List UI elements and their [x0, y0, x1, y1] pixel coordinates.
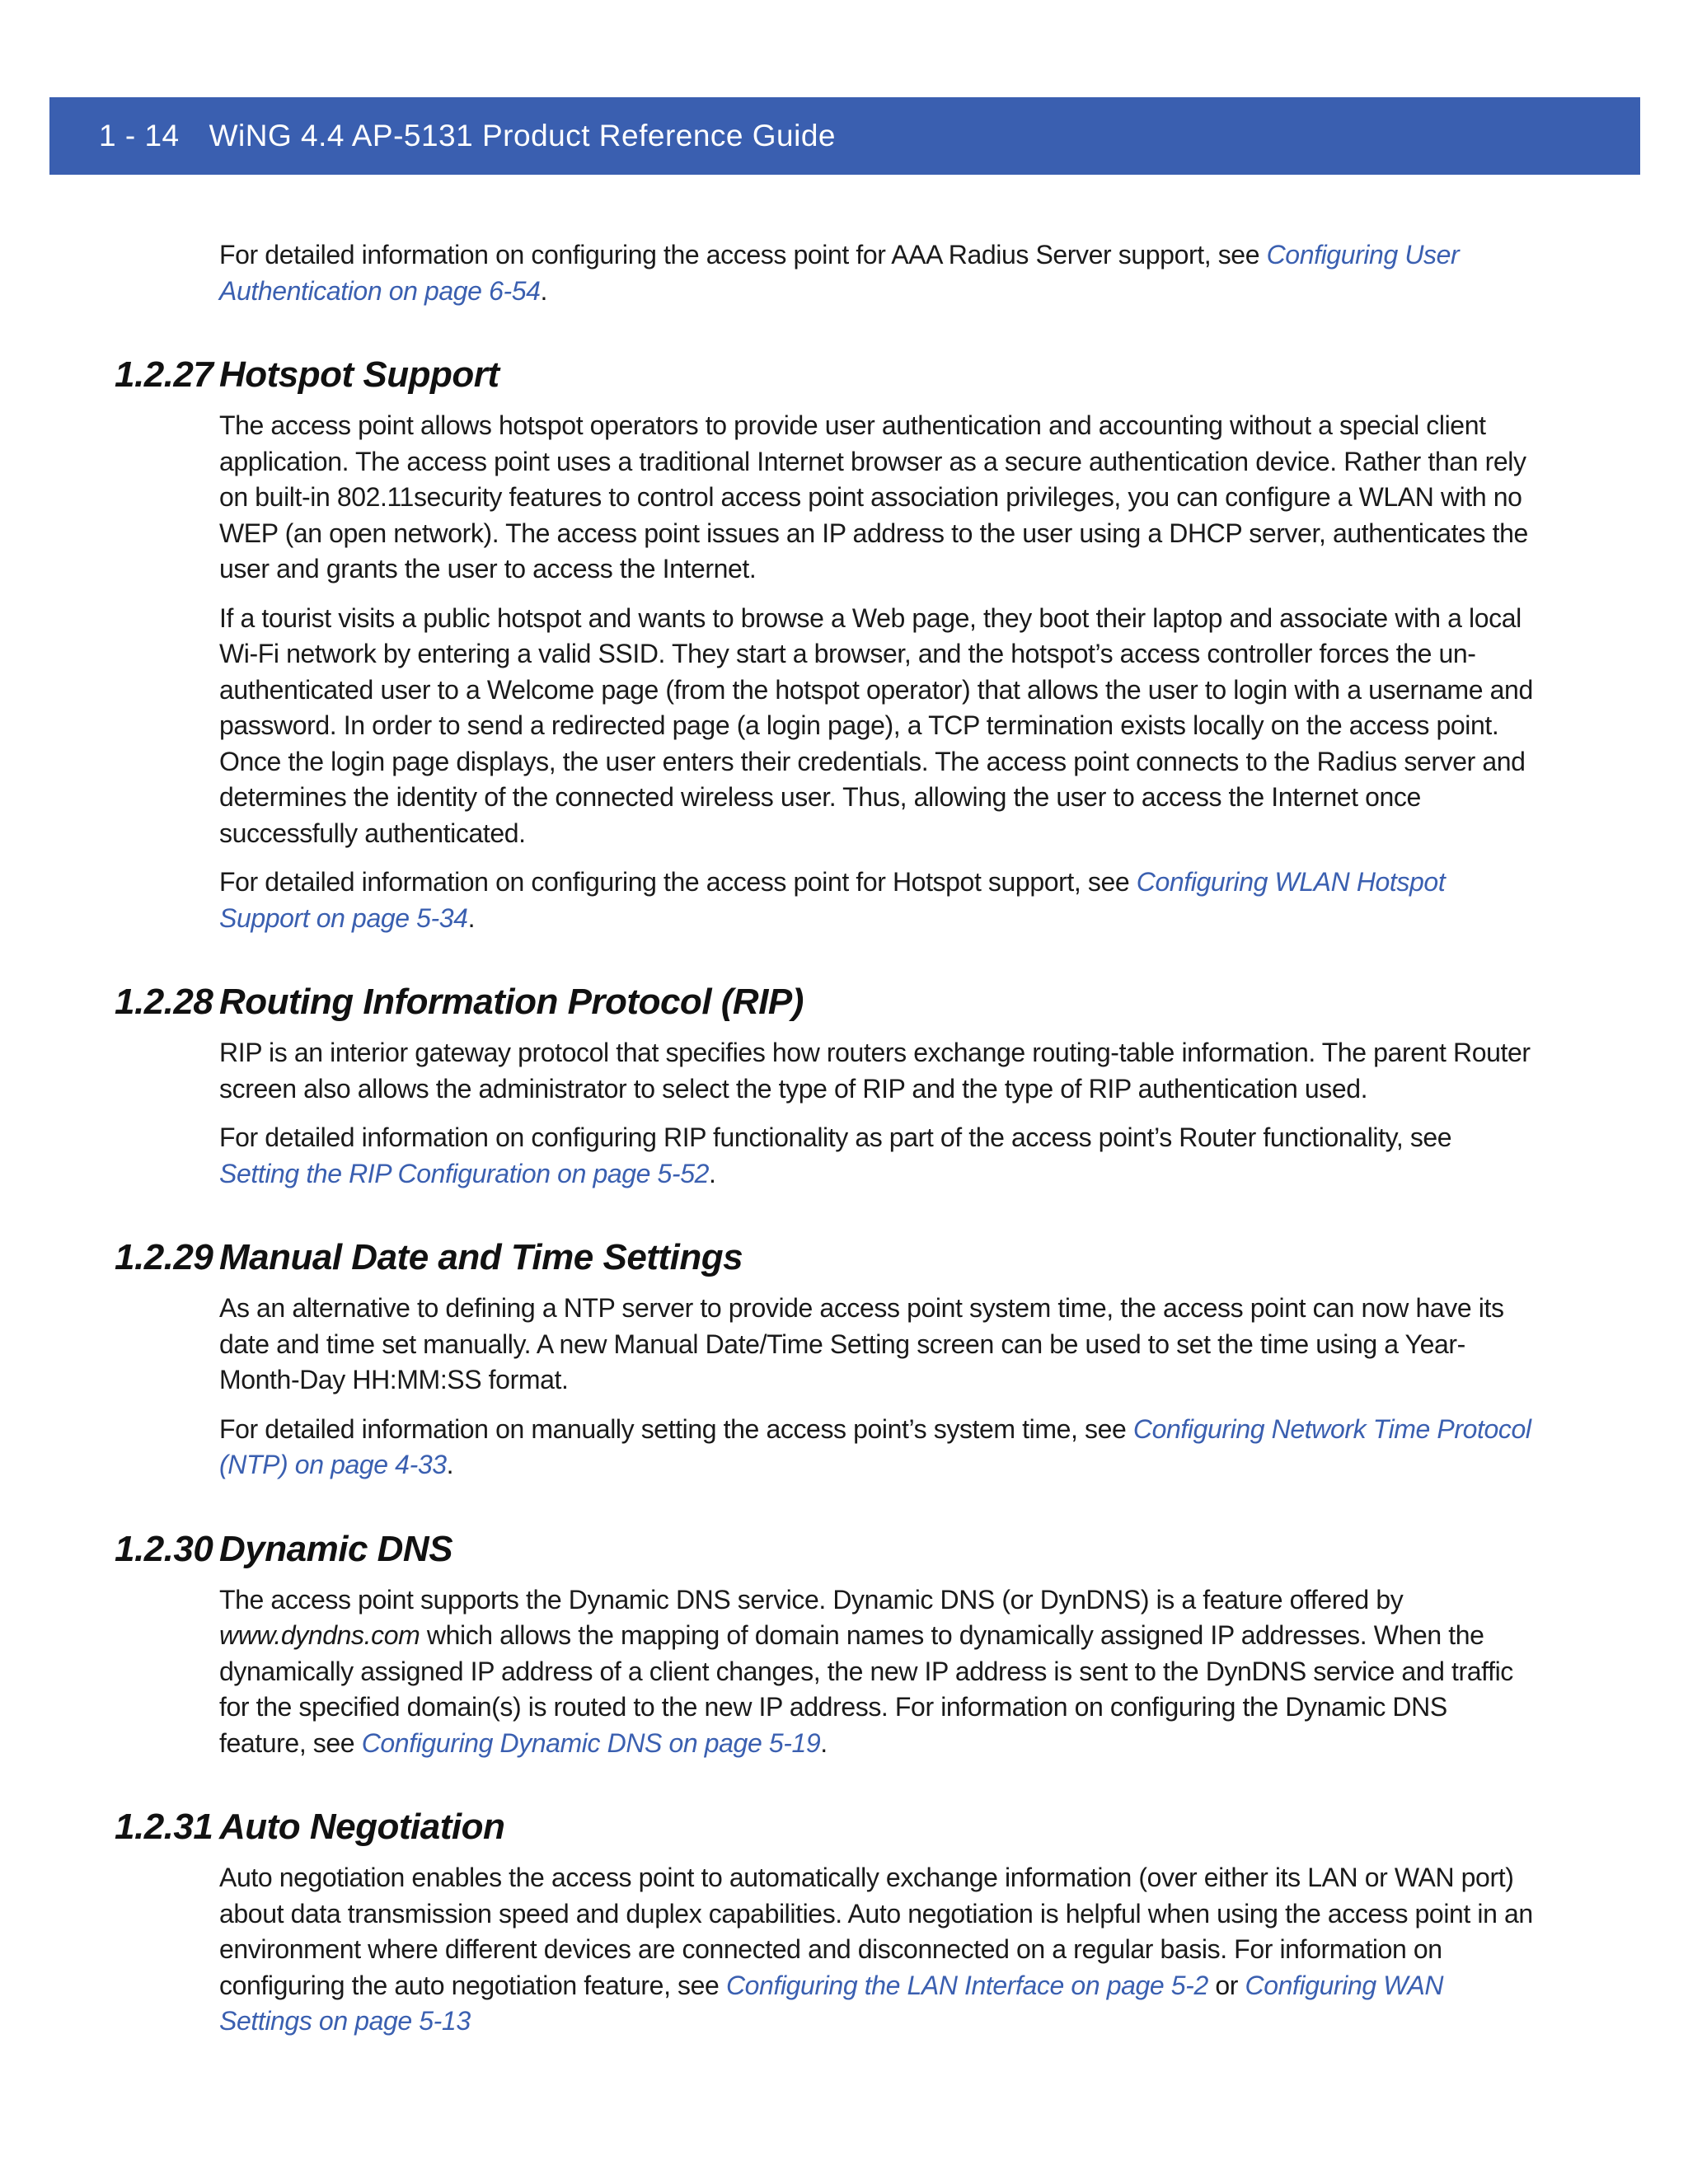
- section-title: Manual Date and Time Settings: [219, 1237, 743, 1277]
- page-number: 1 - 14: [99, 119, 180, 152]
- section-heading-dyndns: [115, 1526, 1538, 1572]
- section-heading-hotspot: [115, 352, 1538, 398]
- document-title: WiNG 4.4 AP-5131 Product Reference Guide: [209, 119, 837, 152]
- ntp-configuration-link[interactable]: Configuring Network Time Protocol (NTP) on page 4-33: [219, 1413, 1531, 1479]
- paragraph-text: For detailed information on manually setting the access point’s system time, see: [219, 1413, 1133, 1444]
- punctuation: .: [540, 275, 548, 306]
- page-header: [49, 97, 1640, 175]
- page-body: [115, 237, 1538, 2053]
- rip-paragraph-2: [219, 1120, 1538, 1192]
- punctuation: .: [708, 1158, 716, 1188]
- section-heading-rip: [115, 979, 1538, 1025]
- hotspot-support-link[interactable]: Configuring WLAN Hotspot Support on page 5-34: [219, 867, 1446, 933]
- section-title: Routing Information Protocol (RIP): [219, 982, 804, 1022]
- paragraph-text: For detailed information on configuring RIP functionality as part of the access point’s Router functionality, see: [219, 1122, 1452, 1152]
- section-heading-autoneg: [115, 1804, 1538, 1850]
- hotspot-paragraph-3: [219, 865, 1538, 936]
- datetime-paragraph-1: As an alternative to defining a NTP server to provide access point system time, the access point can now have its date and time set manually. A new Manual Date/Time Setting screen can be used to set the time using a Year-Month-Day HH:MM:SS format.: [219, 1293, 1504, 1394]
- datetime-paragraph-2: [219, 1412, 1538, 1483]
- hotspot-paragraph-2: If a tourist visits a public hotspot and wants to browse a Web page, they boot their laptop and associate with a local Wi-Fi network by entering a valid SSID. They start a browser, and the hotspot’s access controller forces the un-authenticated user to a Welcome page (from the hotspot operator) that allows the user to login with a username and password. In order to send a redirected page (a login page), a TCP termination exists locally on the access point. Once the login page displays, the user enters their credentials. The access point connects to the Radius server and determines the identity of the connected wireless user. Thus, allowing the user to access the Internet once successfully authenticated.: [219, 602, 1533, 848]
- punctuation: .: [820, 1727, 828, 1758]
- intro-paragraph: [219, 237, 1538, 309]
- section-title: Hotspot Support: [219, 354, 499, 395]
- section-number: 1.2.30: [115, 1528, 213, 1569]
- paragraph-text: or: [1207, 1970, 1245, 2000]
- intro-text: For detailed information on configuring the access point for AAA Radius Server support, see: [219, 240, 1267, 269]
- paragraph-text: Auto negotiation enables the access point to automatically exchange information (over either its LAN or WAN port) about data transmission speed and duplex capabilities. Auto negotiation is helpful when using the access point in an environment where different devices are connected and disconnected on a regular basis. For information on configuring the auto negotiation feature, see: [219, 1863, 1533, 2000]
- section-heading-datetime: [115, 1235, 1538, 1281]
- dyndns-url: www.dyndns.com: [219, 1620, 420, 1650]
- autoneg-paragraph-1: [219, 1860, 1538, 2040]
- rip-configuration-link[interactable]: Setting the RIP Configuration on page 5-52: [219, 1158, 709, 1188]
- wan-settings-link[interactable]: Configuring WAN Settings on page 5-13: [219, 1970, 1444, 2036]
- punctuation: .: [467, 902, 476, 933]
- rip-paragraph-1: RIP is an interior gateway protocol that specifies how routers exchange routing-table information. The parent Router screen also allows the administrator to select the type of RIP and the type of RIP authentication used.: [219, 1038, 1531, 1104]
- dyndns-paragraph-1: [219, 1582, 1538, 1762]
- paragraph-text: For detailed information on configuring the access point for Hotspot support, see: [219, 867, 1137, 897]
- section-number: 1.2.31: [115, 1807, 213, 1847]
- dynamic-dns-link[interactable]: Configuring Dynamic DNS on page 5-19: [361, 1727, 821, 1758]
- section-number: 1.2.27: [115, 354, 213, 395]
- lan-interface-link[interactable]: Configuring the LAN Interface on page 5-2: [725, 1970, 1208, 2000]
- paragraph-text: which allows the mapping of domain names to dynamically assigned IP addresses. When the dynamically assigned IP address of a client changes, the new IP address is sent to the DynDNS service and traffic for the specified domain(s) is routed to the new IP address. For information on configuring the Dynamic DNS feature, see: [219, 1620, 1513, 1758]
- section-title: Auto Negotiation: [219, 1807, 505, 1847]
- punctuation: .: [446, 1450, 454, 1479]
- hotspot-paragraph-1: The access point allows hotspot operators to provide user authentication and accounting without a special client application. The access point uses a traditional Internet browser as a secure authentication device. Rather than rely on built-in 802.11security features to control access point association privileges, you can configure a WLAN with no WEP (an open network). The access point issues an IP address to the user using a DHCP server, authenticates the user and grants the user to access the Internet.: [219, 410, 1528, 583]
- section-number: 1.2.29: [115, 1237, 213, 1277]
- section-number: 1.2.28: [115, 982, 213, 1022]
- section-title: Dynamic DNS: [219, 1528, 453, 1569]
- user-auth-link[interactable]: Configuring User Authentication on page 6-54: [219, 240, 1460, 306]
- paragraph-text: The access point supports the Dynamic DNS service. Dynamic DNS (or DynDNS) is a feature offered by: [219, 1584, 1404, 1615]
